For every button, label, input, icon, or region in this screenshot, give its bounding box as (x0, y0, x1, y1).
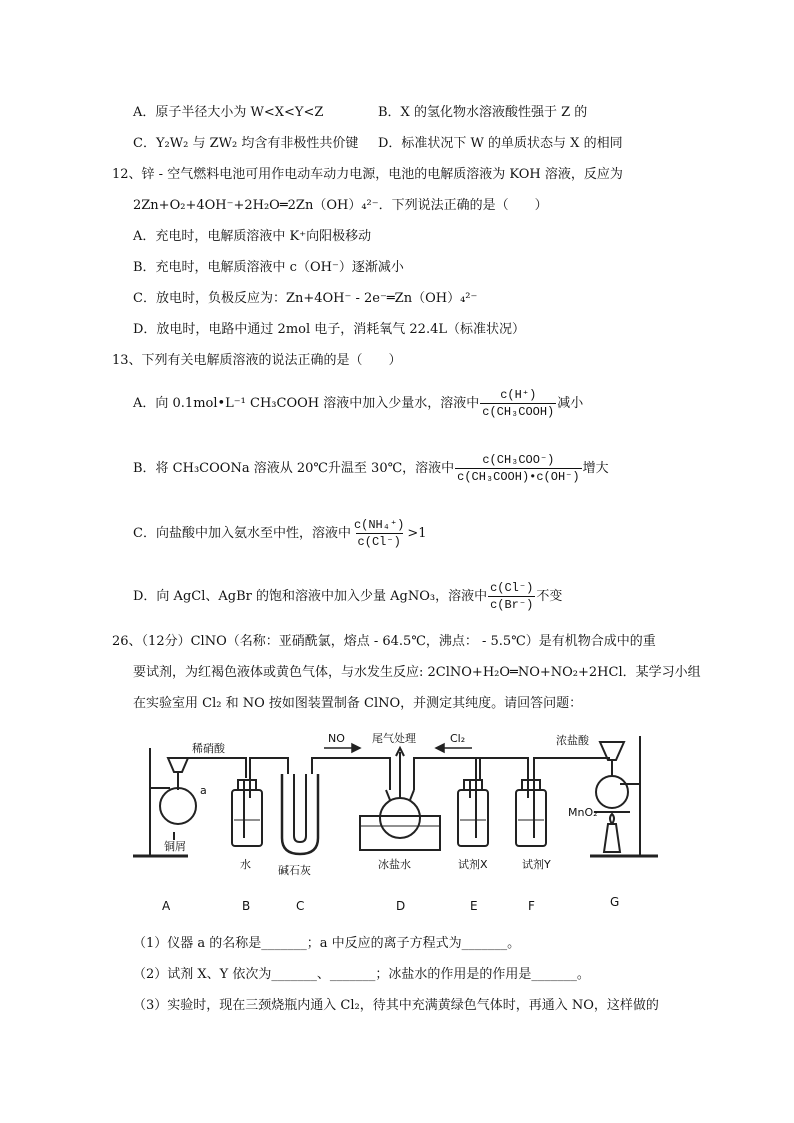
cl2-flow-arrowhead (436, 744, 444, 752)
tube-e-f (476, 758, 528, 780)
q12-stem-line1: 12、锌 - 空气燃料电池可用作电动车动力电源，电池的电解质溶液为 KOH 溶液，反应为 (112, 167, 623, 182)
q26-subquestion-1: （1）仪器 a 的名称是_______；a 中反应的离子方程式为_______。 (133, 936, 521, 951)
label-mno2: MnO₂ (568, 806, 598, 819)
label-copper: 铜屑 (164, 840, 186, 853)
flask-g (596, 776, 628, 808)
tube-f-g (534, 758, 610, 780)
q26-stem-line3: 在实验室用 Cl₂ 和 NO 按如图装置制备 ClNO，并测定其纯度。请回答问题： (133, 696, 583, 711)
q13-a-text: A．向 0.1mol•L⁻¹ CH₃COOH 溶液中加入少量水，溶液中 (133, 396, 480, 411)
label-soda-lime: 碱石灰 (278, 864, 311, 877)
caption-e: E (470, 899, 478, 913)
q13-b-numerator: c(CH₃COO⁻) (482, 453, 555, 467)
q13-option-c (133, 517, 427, 550)
bottle-f-stopper (522, 780, 540, 790)
q13-d-tail: 不变 (536, 589, 563, 604)
q12-option-c: C．放电时，负极反应为：Zn+4OH⁻ - 2e⁻═Zn（OH）₄²⁻ (133, 291, 478, 306)
tube-c-d (312, 758, 390, 790)
apparatus-diagram (128, 728, 668, 918)
q13-a-numerator: c(H⁺) (500, 388, 537, 402)
label-a: a (200, 784, 207, 797)
apparatus-figure (128, 728, 668, 918)
bottle-e-stopper (464, 780, 482, 790)
flask-a (160, 788, 196, 824)
q11-option-d: D．标准状况下 W 的单质状态与 X 的相同 (378, 136, 623, 151)
alcohol-lamp (604, 824, 620, 852)
flask-d-left-neck (386, 790, 390, 800)
q13-a-denominator: c(CH₃COOH) (482, 405, 555, 419)
caption-g: G (610, 895, 620, 909)
q12-stem-line2: 2Zn+O₂+4OH⁻+2H₂O═2Zn（OH）₄²⁻．下列说法正确的是（ ） (133, 198, 548, 213)
q13-c-text: C．向盐酸中加入氨水至中性，溶液中 (133, 526, 351, 541)
ice-bath (360, 816, 440, 850)
q13-option-b (133, 452, 609, 485)
bottle-e (458, 790, 488, 846)
q13-d-text: D．向 AgCl、AgBr 的饱和溶液中加入少量 AgNO₃，溶液中 (133, 589, 488, 604)
lamp-flame (610, 814, 614, 824)
q13-d-numerator: c(Cl⁻) (490, 581, 534, 595)
q26-subquestion-2: （2）试剂 X、Y 依次为_______、_______；冰盐水的作用是的作用是_______。 (133, 967, 590, 982)
label-cl2: Cl₂ (450, 732, 466, 745)
q11-option-b: B．X 的氢化物水溶液酸性强于 Z 的 (378, 105, 588, 120)
bottle-b-stopper (238, 780, 256, 790)
q13-c-fraction (352, 517, 406, 550)
q26-subquestion-3: （3）实验时，现在三颈烧瓶内通入 Cl₂，待其中充满黄绿色气体时，再通入 NO，这样做的 (133, 998, 659, 1013)
q11-option-a: A．原子半径大小为 W<X<Y<Z (133, 105, 324, 120)
caption-c: C (296, 899, 305, 913)
flask-d-right-neck (410, 790, 414, 800)
q11-option-c: C．Y₂W₂ 与 ZW₂ 均含有非极性共价键 (133, 136, 359, 151)
u-tube-c-inner (294, 774, 306, 842)
bottle-b (232, 790, 262, 846)
caption-d: D (396, 899, 406, 913)
q13-option-d (133, 580, 562, 613)
q26-stem-line1: 26、（12分）ClNO（名称：亚硝酰氯，熔点 - 64.5℃，沸点： - 5.5℃）是有机物合成中的重 (112, 634, 656, 649)
q26-stem-line2: 要试剂，为红褐色液体或黄色气体，与水发生反应: 2ClNO+H₂O═NO+NO₂+2HCl．某学习小组 (133, 665, 701, 680)
label-reagent-y: 试剂Y (522, 858, 551, 871)
q13-c-tail: >1 (407, 526, 427, 541)
three-neck-flask (380, 798, 420, 838)
label-conc-hcl: 浓盐酸 (556, 734, 589, 747)
q13-c-numerator: c(NH₄⁺) (353, 518, 405, 532)
q12-option-d: D．放电时，电路中通过 2mol 电子，消耗氧气 22.4L（标准状况） (133, 322, 525, 337)
label-no: NO (328, 732, 345, 745)
q13-b-fraction (455, 452, 581, 485)
q13-c-denominator: c(Cl⁻) (357, 535, 401, 549)
caption-b: B (242, 899, 251, 913)
label-reagent-x: 试剂X (458, 858, 488, 871)
q13-b-denominator: c(CH₃COOH)•c(OH⁻) (457, 470, 580, 484)
label-dilute-nitric: 稀硝酸 (192, 742, 225, 755)
q12-option-a: A．充电时，电解质溶液中 K⁺向阳极移动 (133, 229, 372, 244)
caption-a: A (162, 899, 171, 913)
label-water: 水 (240, 858, 251, 871)
q13-d-denominator: c(Br⁻) (490, 598, 534, 612)
q13-option-a (133, 387, 583, 420)
q13-stem: 13、下列有关电解质溶液的说法正确的是（ ） (112, 353, 402, 368)
label-tail-gas: 尾气处理 (372, 732, 416, 745)
bottle-f (516, 790, 546, 846)
label-ice-salt: 冰盐水 (378, 858, 411, 871)
q12-option-b: B．充电时，电解质溶液中 c（OH⁻）逐渐减小 (133, 260, 404, 275)
tube-a-b (188, 758, 246, 778)
separatory-funnel (168, 758, 188, 772)
no-flow-arrowhead (352, 744, 360, 752)
q13-d-fraction (488, 580, 535, 613)
q13-a-tail: 减小 (557, 396, 584, 411)
q13-a-fraction (480, 387, 556, 420)
q13-b-tail: 增大 (582, 461, 609, 476)
caption-f: F (528, 899, 535, 913)
q13-b-text: B．将 CH₃COONa 溶液从 20℃升温至 30℃，溶液中 (133, 461, 455, 476)
